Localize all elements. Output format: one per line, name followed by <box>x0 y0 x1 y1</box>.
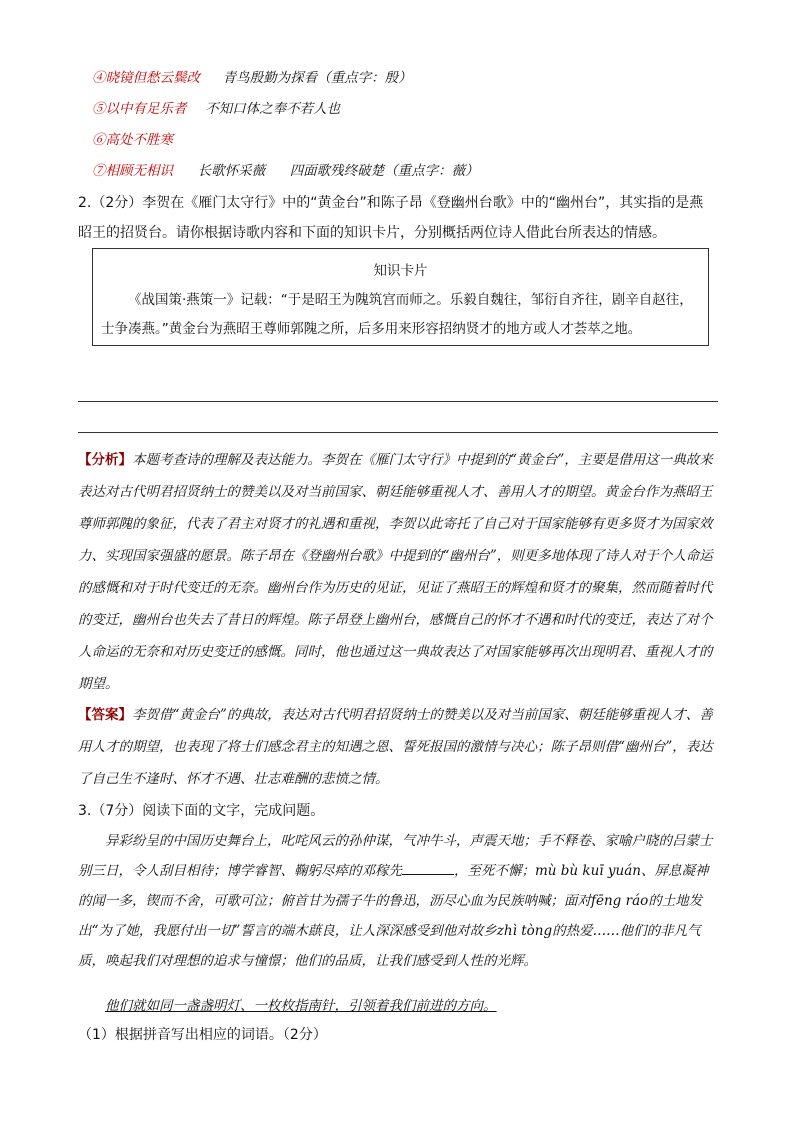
answer-item-5-a: ⑤以中有足乐者 <box>92 101 187 117</box>
answer-line-1 <box>78 401 718 402</box>
question-2-line-2: 昭王的招贤台。请你根据诗歌内容和下面的知识卡片，分别概括两位诗人借此台所表达的情感。 <box>78 225 666 241</box>
answer-item-7-a: ⑦相顾无相识 <box>92 163 173 179</box>
analysis-tag: 【分析】 <box>78 452 132 468</box>
knowledge-card-title: 知识卡片 <box>373 263 428 279</box>
passage-part-1: 异彩纷呈的中国历史舞台上，叱咤风云的孙仲谋，气冲牛斗，声震天地；手不释卷、家喻户晓的吕蒙士别三日，令人刮目相待；博学睿智、鞠躬尽瘁的邓稼先 <box>78 833 713 879</box>
answer-item-6 <box>92 128 173 148</box>
answer-item-7-c: 四面歌残终破楚（重点字：薇） <box>289 163 479 179</box>
answer-paragraph <box>78 699 718 795</box>
answer-item-5 <box>92 97 340 117</box>
analysis-paragraph <box>78 444 718 700</box>
answer-item-5-b: 不知口体之奉不若人也 <box>205 101 341 117</box>
analysis-text: 本题考查诗的理解及表达能力。李贺在《雁门太守行》中提到的“黄金台”，主要是借用这一典故来表达对古代明君招贤纳士的赞美以及对当前国家、朝廷能够重视人才、善用人才的期望。黄金台作为燕昭王尊师郭隗的象征，代表了君主对贤才的礼遇和重视，李贺以此寄托了自己对于国家能够有更多贤才为国家效力、实现国家强盛的愿景。陈子昂在《登幽州台歌》中提到的“幽州台”，则更多地体现了诗人对于个人命运的感慨和对于时代变迁的无奈。幽州台作为历史的见证，见证了燕昭王的辉煌和贤才的聚集，然而随着时代的变迁，幽州台也失去了昔日的辉煌。陈子昂登上幽州台，感慨自己的怀才不遇和时代的变迁，表达了对个人命运的无奈和对历史变迁的感慨。同时，他也通过这一典故表达了对国家能够再次出现明君、重视人才的期望。 <box>78 452 713 692</box>
answer-item-4-a: ④晓镜但愁云鬓改 <box>92 70 200 86</box>
answer-line-2 <box>78 432 718 433</box>
passage-part-2: ，至死不懈；mù bù kuī yuán、屏息凝神的闻一多，锲而不舍，可歌可泣；俯首甘为孺子牛的鲁迅，沥尽心血为民族呐喊；面对fēng ráo的土地发出“为了她，我愿付出一切”誓言的端木蕻良，让人深深感受到他对故乡zhì tòng的热爱……他们的非凡气质，唤起我们对理想的追求与憧憬；他们的品质，让我们感受到人性的光辉。 <box>78 863 709 969</box>
answer-item-7-b: 长歌怀采薇 <box>197 163 266 179</box>
knowledge-card <box>92 248 709 346</box>
answer-item-4 <box>92 66 412 86</box>
answer-item-6-a: ⑥高处不胜寒 <box>92 132 173 148</box>
fill-blank <box>402 862 454 875</box>
underlined-sentence: 他们就如同一盏盏明灯、一枚枚指南针，引领着我们前进的方向。 <box>105 998 497 1014</box>
answer-item-7 <box>92 159 479 179</box>
question-2-line-1: 2.（2分）李贺在《雁门太守行》中的“黄金台”和陈子昂《登幽州台歌》中的“幽州台”，其实指的是燕 <box>78 195 704 211</box>
question-3-title: 3.（7分）阅读下面的文字，完成问题。 <box>78 803 325 819</box>
knowledge-card-text: 《战国策·燕策一》记载：“于是昭王为隗筑宫而师之。乐毅自魏往，邹衍自齐往，剧辛自赵往，士争凑燕。”黄金台为燕昭王尊师郭隗之所，后多用来形容招纳贤才的地方或人才荟萃之地。 <box>101 292 693 337</box>
answer-item-4-b: 青鸟殷勤为探看（重点字：殷） <box>222 70 412 86</box>
sub-question-1: （1）根据拼音写出相应的词语。（2分） <box>78 1027 327 1043</box>
answer-tag: 【答案】 <box>78 707 132 723</box>
answer-text: 李贺借“黄金台”的典故，表达对古代明君招贤纳士的赞美以及对当前国家、朝廷能够重视人才、善用人才的期望，也表现了将士们感念君主的知遇之恩、誓死报国的激情与决心；陈子昂则借“幽州台”，表达了自己生不逢时、怀才不遇、壮志难酬的悲愤之情。 <box>78 707 713 787</box>
question-3-passage <box>78 826 718 976</box>
